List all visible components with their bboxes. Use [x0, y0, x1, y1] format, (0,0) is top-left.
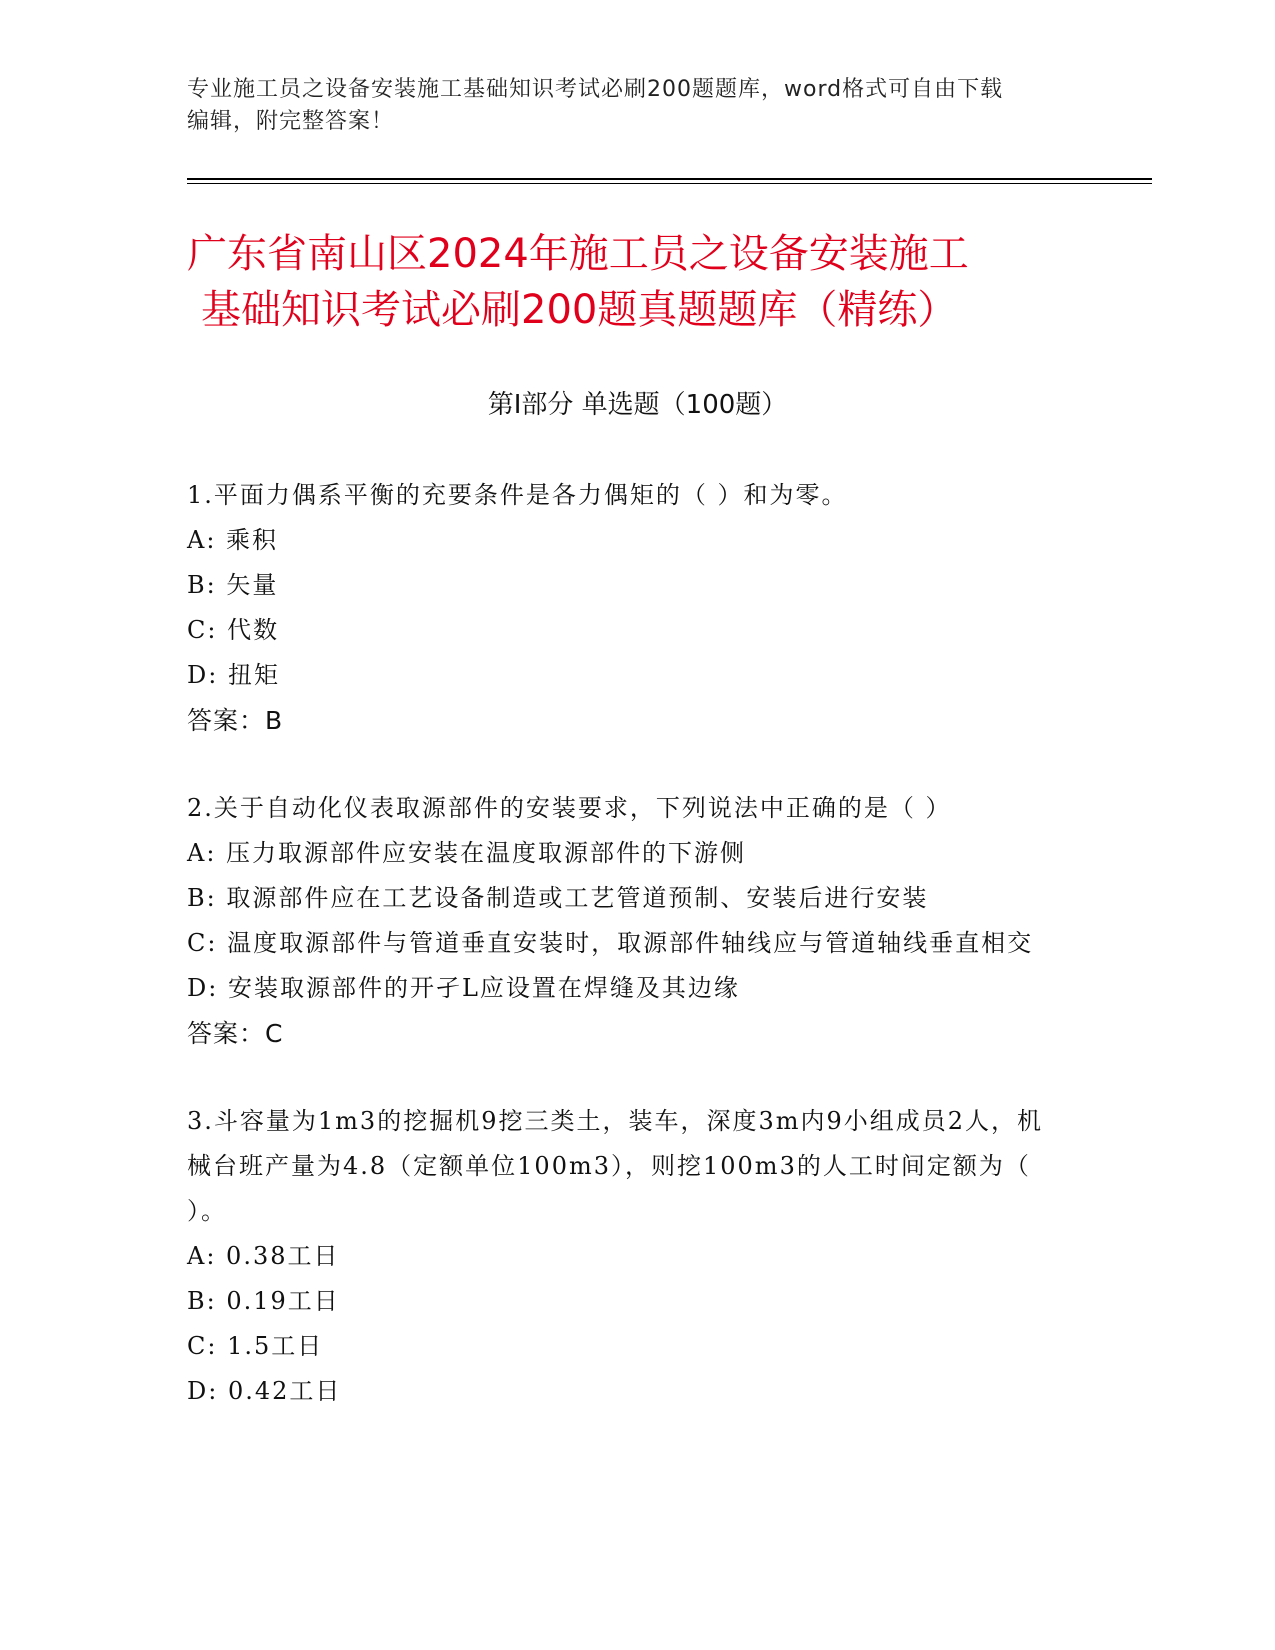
answer: 答案：B [187, 706, 284, 735]
question-1 [187, 473, 1067, 743]
header-note [187, 74, 1067, 138]
header-rule-thin [187, 183, 1152, 184]
header-rule-thick [187, 178, 1152, 180]
option-c: C: 代数 [187, 616, 280, 644]
option-c: C: 1.5工日 [187, 1332, 324, 1360]
answer: 答案：C [187, 1019, 284, 1048]
option-c: C: 温度取源部件与管道垂直安装时，取源部件轴线应与管道轴线垂直相交 [187, 929, 1034, 957]
option-a: A: 0.38工日 [187, 1242, 340, 1270]
question-stem: 2.关于自动化仪表取源部件的安装要求，下列说法中正确的是（ ） [187, 794, 952, 822]
option-a: A: 乘积 [187, 526, 279, 554]
option-a: A: 压力取源部件应安装在温度取源部件的下游侧 [187, 839, 747, 867]
document-title-line-1: 广东省南山区2024年施工员之设备安装施工 [187, 231, 969, 277]
option-d: D: 扭矩 [187, 661, 280, 689]
document-title [187, 226, 1087, 338]
header-note-line-2: 编辑，附完整答案！ [187, 109, 395, 134]
option-b: B: 取源部件应在工艺设备制造或工艺管道预制、安装后进行安装 [187, 884, 929, 912]
question-list [187, 473, 1067, 1457]
question-3 [187, 1099, 1067, 1414]
header-note-line-1: 专业施工员之设备安装施工基础知识考试必刷200题题库，word格式可自由下载 [187, 77, 1004, 102]
option-d: D: 0.42工日 [187, 1377, 342, 1405]
document-title-line-2: 基础知识考试必刷200题真题题库（精练） [201, 287, 958, 333]
question-stem: 1.平面力偶系平衡的充要条件是各力偶矩的（ ）和为零。 [187, 481, 848, 509]
question-2 [187, 786, 1067, 1056]
option-b: B: 矢量 [187, 571, 279, 599]
question-stem: 3.斗容量为1m3的挖掘机9挖三类土，装车，深度3m内9小组成员2人，机械台班产量为4.8（定额单位100m3），则挖100m3的人工时间定额为（ ）。 [187, 1107, 1044, 1225]
option-b: B: 0.19工日 [187, 1287, 340, 1315]
section-title: 第Ⅰ部分 单选题（100题） [487, 390, 788, 420]
option-d: D: 安装取源部件的开孑L应设置在焊缝及其边缘 [187, 974, 740, 1002]
